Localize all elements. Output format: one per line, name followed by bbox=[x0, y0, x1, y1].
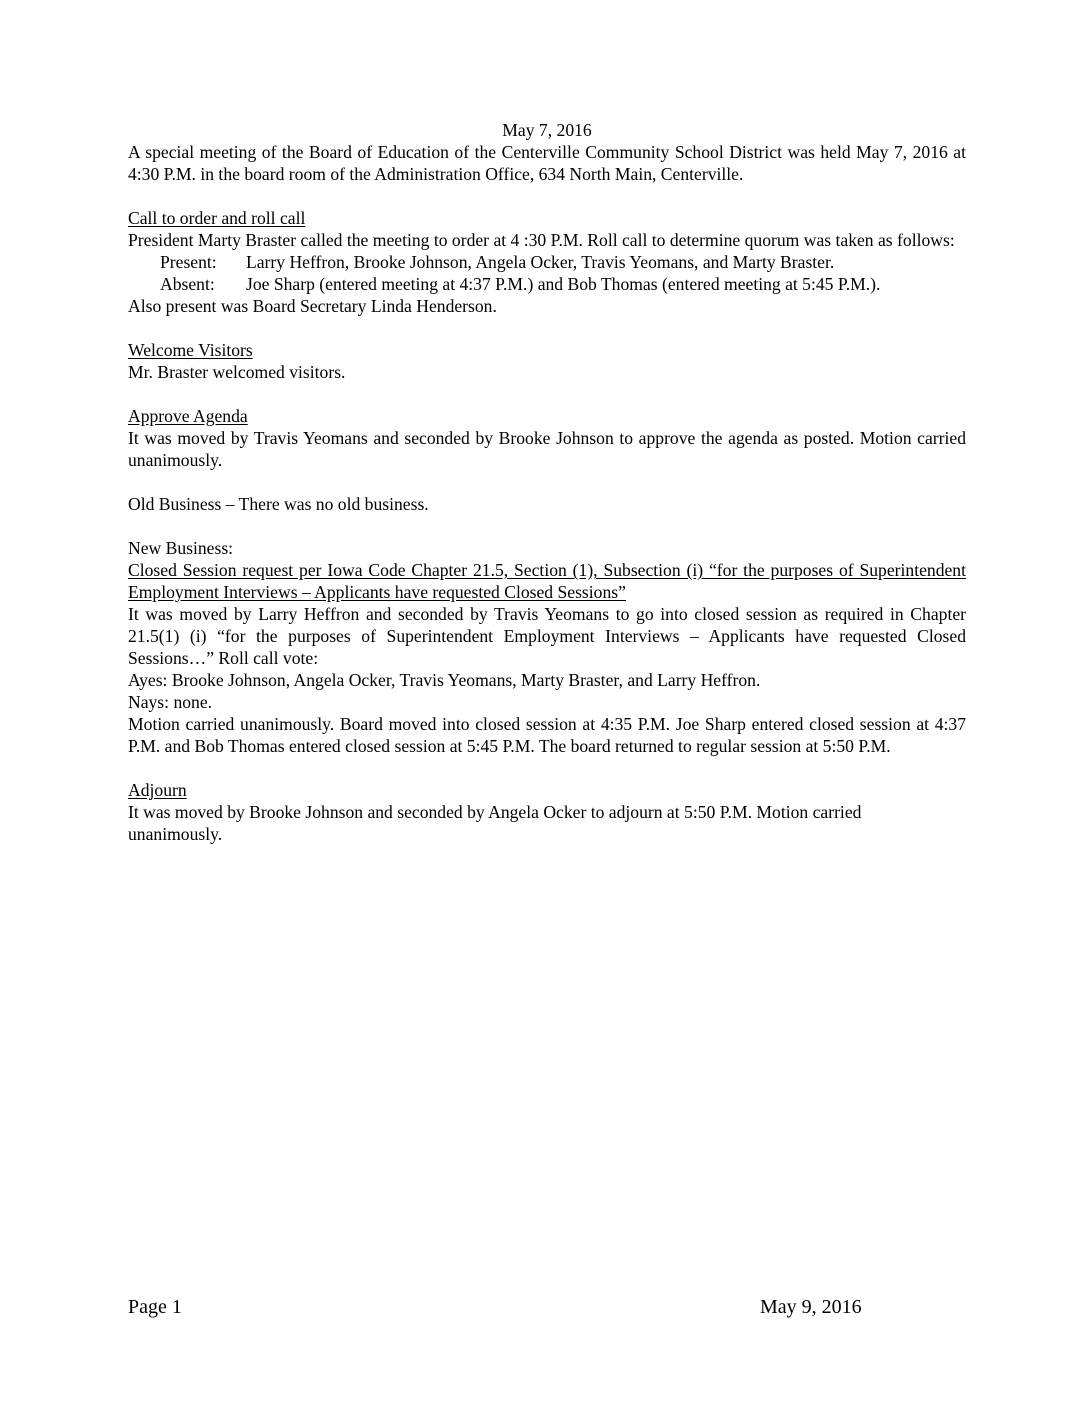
ayes-text: Ayes: Brooke Johnson, Angela Ocker, Travis Yeomans, Marty Braster, and Larry Heffron. bbox=[128, 670, 761, 690]
also-present-text: Also present was Board Secretary Linda Henderson. bbox=[128, 296, 497, 316]
spacer bbox=[128, 383, 966, 405]
roll-present-row bbox=[128, 251, 966, 273]
intro-paragraph: A special meeting of the Board of Education of the Centerville Community School District was held May 7, 2016 at 4:30 P.M. in the board room of the Administration Office, 634 North Main, Centerville. bbox=[128, 142, 966, 184]
agenda-text: It was moved by Travis Yeomans and seconded by Brooke Johnson to approve the agenda as posted. Motion carried unanimously. bbox=[128, 428, 966, 470]
welcome-text: Mr. Braster welcomed visitors. bbox=[128, 362, 346, 382]
new-business-label: New Business: bbox=[128, 538, 234, 558]
absent-value: Joe Sharp (entered meeting at 4:37 P.M.) and Bob Thomas (entered meeting at 5:45 P.M.). bbox=[246, 274, 881, 294]
spacer bbox=[128, 757, 966, 779]
welcome-heading: Welcome Visitors bbox=[128, 340, 253, 360]
closed-session-heading: Closed Session request per Iowa Code Chapter 21.5, Section (1), Subsection (i) “for the purposes of Superintendent Employment Interviews – Applicants have requested Closed Sessions” bbox=[128, 560, 966, 602]
absent-label: Absent: bbox=[160, 274, 215, 294]
spacer bbox=[128, 515, 966, 537]
present-label: Present: bbox=[160, 252, 217, 272]
closed-session-motion: It was moved by Larry Heffron and seconded by Travis Yeomans to go into closed session as required in Chapter 21.5(1) (i) “for the purposes of Superintendent Employment Interviews – Applicants have requested Closed Sessions…” Roll call vote: bbox=[128, 604, 966, 668]
spacer bbox=[128, 185, 966, 207]
agenda-heading: Approve Agenda bbox=[128, 406, 248, 426]
roll-absent-row bbox=[128, 273, 966, 295]
footer-date: May 9, 2016 bbox=[760, 1296, 862, 1318]
present-value: Larry Heffron, Brooke Johnson, Angela Ocker, Travis Yeomans, and Marty Braster. bbox=[246, 252, 835, 272]
call-to-order-heading: Call to order and roll call bbox=[128, 208, 306, 228]
page-number: Page 1 bbox=[128, 1296, 182, 1318]
spacer bbox=[128, 317, 966, 339]
spacer bbox=[128, 471, 966, 493]
nays-text: Nays: none. bbox=[128, 692, 213, 712]
call-to-order-text: President Marty Braster called the meeting to order at 4 :30 P.M. Roll call to determine quorum was taken as follows: bbox=[128, 230, 955, 250]
minutes-body bbox=[128, 119, 966, 845]
date-heading: May 7, 2016 bbox=[502, 120, 592, 140]
adjourn-text: It was moved by Brooke Johnson and seconded by Angela Ocker to adjourn at 5:50 P.M. Motion carried unanimously. bbox=[128, 802, 862, 844]
adjourn-heading: Adjourn bbox=[128, 780, 187, 800]
old-business-text: Old Business – There was no old business. bbox=[128, 494, 429, 514]
closed-session-result: Motion carried unanimously. Board moved into closed session at 4:35 P.M. Joe Sharp entered closed session at 4:37 P.M. and Bob Thomas entered closed session at 5:45 P.M. The board returned to regular session at 5:50 P.M. bbox=[128, 714, 966, 756]
